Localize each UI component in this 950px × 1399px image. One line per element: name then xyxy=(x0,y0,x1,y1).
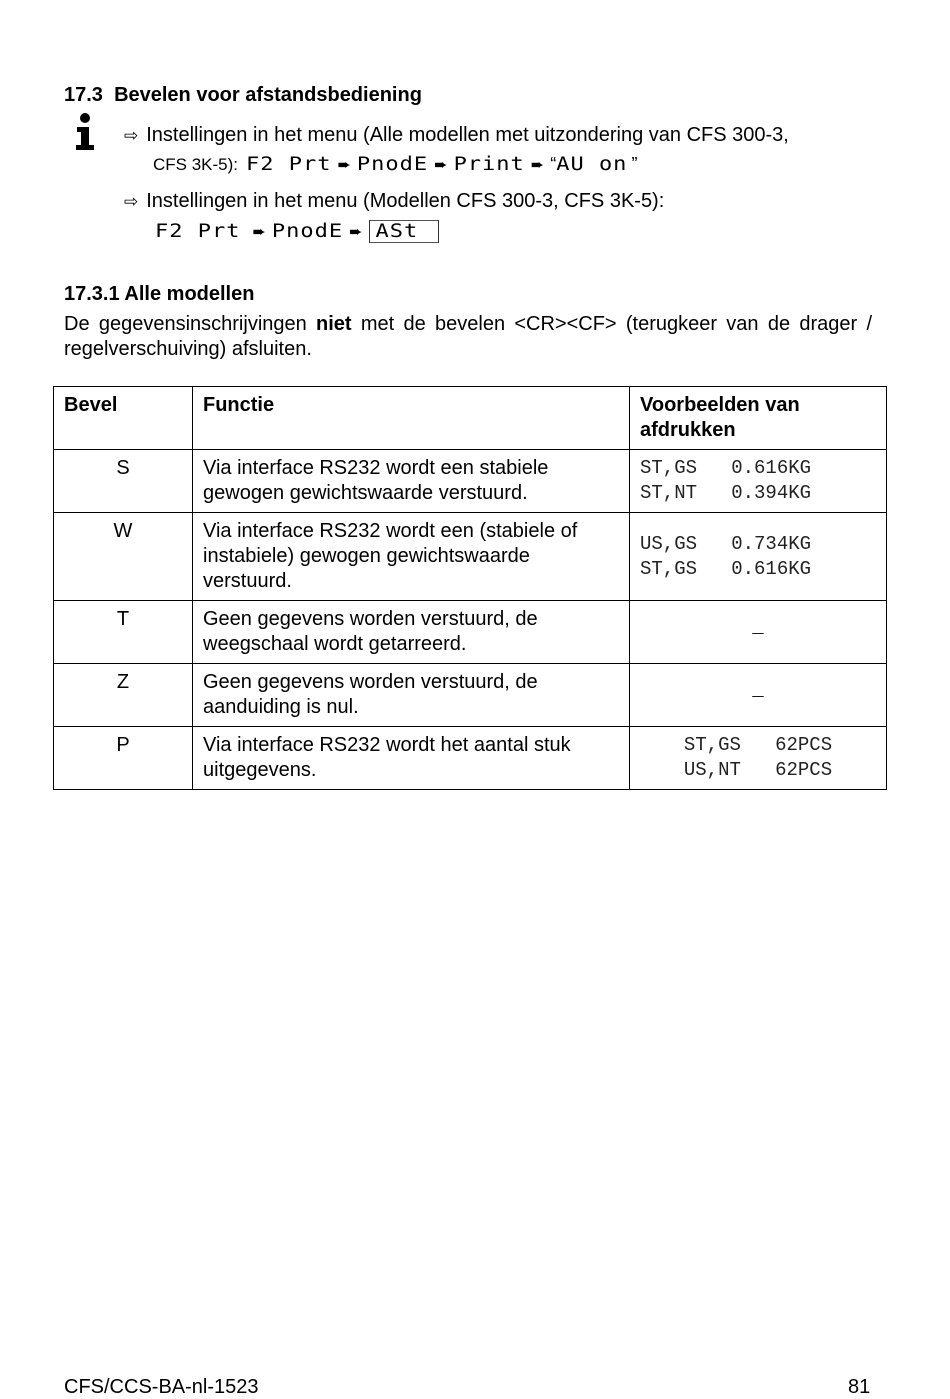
cell-examples xyxy=(630,450,887,513)
section-number: 17.3 xyxy=(64,84,103,106)
para-text-1: De gegevensinschrijvingen xyxy=(64,313,317,335)
commands-table xyxy=(53,386,887,790)
table-row xyxy=(54,664,887,727)
table-row xyxy=(54,601,887,664)
arrow-right-icon: ➨ xyxy=(349,223,363,241)
table-header-row xyxy=(54,387,887,450)
cell-command: Z xyxy=(54,664,193,727)
cell-command: P xyxy=(54,727,193,790)
table-row xyxy=(54,513,887,601)
display-pnode: PnodE xyxy=(356,153,429,176)
example-line: ST,GS 62PCS xyxy=(683,734,833,756)
section-heading xyxy=(64,84,422,107)
cell-examples: _ xyxy=(630,664,887,727)
table-row xyxy=(54,727,887,790)
cell-command: W xyxy=(54,513,193,601)
cell-command: S xyxy=(54,450,193,513)
display-ast: ASt xyxy=(369,220,440,243)
cell-function: Geen gegevens worden verstuurd, de weegschaal wordt getarreerd. xyxy=(193,601,630,664)
display-print: Print xyxy=(453,153,525,176)
subsection-title: 17.3.1 Alle modellen xyxy=(64,283,255,305)
arrow-right-icon: ➨ xyxy=(530,156,545,174)
display-pnode: PnodE xyxy=(271,220,344,243)
settings-item-1 xyxy=(124,122,789,149)
settings-item-1-text: Instellingen in het menu (Alle modellen met uitzondering van CFS 300-3, xyxy=(146,124,789,146)
example-line: ST,NT 0.394KG xyxy=(640,482,812,504)
close-quote: ” xyxy=(631,154,638,174)
para-text-2: met de bevelen <CR><CF> (terugkeer van de drager / regelverschuiving) afsluiten. xyxy=(64,313,872,360)
cell-function: Geen gegevens worden verstuurd, de aanduiding is nul. xyxy=(193,664,630,727)
settings-item-2 xyxy=(124,188,664,215)
section-title: Bevelen voor afstandsbediening xyxy=(114,84,422,106)
example-line: US,NT 62PCS xyxy=(683,759,833,781)
cell-function: Via interface RS232 wordt een stabiele gewogen gewichtswaarde verstuurd. xyxy=(193,450,630,513)
cell-examples: _ xyxy=(630,601,887,664)
arrow-right-icon: ➨ xyxy=(337,156,351,174)
cell-examples xyxy=(630,513,887,601)
info-icon xyxy=(73,112,99,152)
example-line: ST,GS 0.616KG xyxy=(640,557,812,580)
page-number: 81 xyxy=(848,1376,871,1398)
settings-item-1-continuation: CFS 3K-5): xyxy=(153,154,239,174)
display-au-on: AU on xyxy=(556,153,628,176)
cell-function: Via interface RS232 wordt een (stabiele of instabiele) gewogen gewichtswaarde verstuurd. xyxy=(193,513,630,601)
header-voorbeelden: Voorbeelden van afdrukken xyxy=(630,387,887,450)
arrow-right-icon: ➨ xyxy=(434,156,448,174)
hollow-arrow-icon: ⇨ xyxy=(124,192,139,211)
example-line: US,GS 0.734KG xyxy=(640,532,812,555)
cell-function: Via interface RS232 wordt het aantal stuk uitgegevens. xyxy=(193,727,630,790)
open-quote: “ xyxy=(550,154,557,174)
example-line: ST,GS 0.616KG xyxy=(640,457,812,479)
header-bevel: Bevel xyxy=(54,387,193,450)
cell-command: T xyxy=(54,601,193,664)
table-row xyxy=(54,450,887,513)
header-functie: Functie xyxy=(193,387,630,450)
subsection-paragraph xyxy=(64,312,872,362)
display-f2prt: F2 Prt xyxy=(155,220,241,243)
settings-item-2-text: Instellingen in het menu (Modellen CFS 300-3, CFS 3K-5): xyxy=(146,190,665,212)
settings-item-2-display-line xyxy=(155,218,439,245)
cell-examples xyxy=(630,727,887,790)
settings-item-1-display-line xyxy=(153,152,637,177)
hollow-arrow-icon: ⇨ xyxy=(124,126,139,145)
arrow-right-icon: ➨ xyxy=(252,223,266,241)
display-f2prt: F2 Prt xyxy=(246,153,332,176)
footer-doc-id: CFS/CCS-BA-nl-1523 xyxy=(64,1376,259,1398)
para-bold: niet xyxy=(316,313,352,335)
